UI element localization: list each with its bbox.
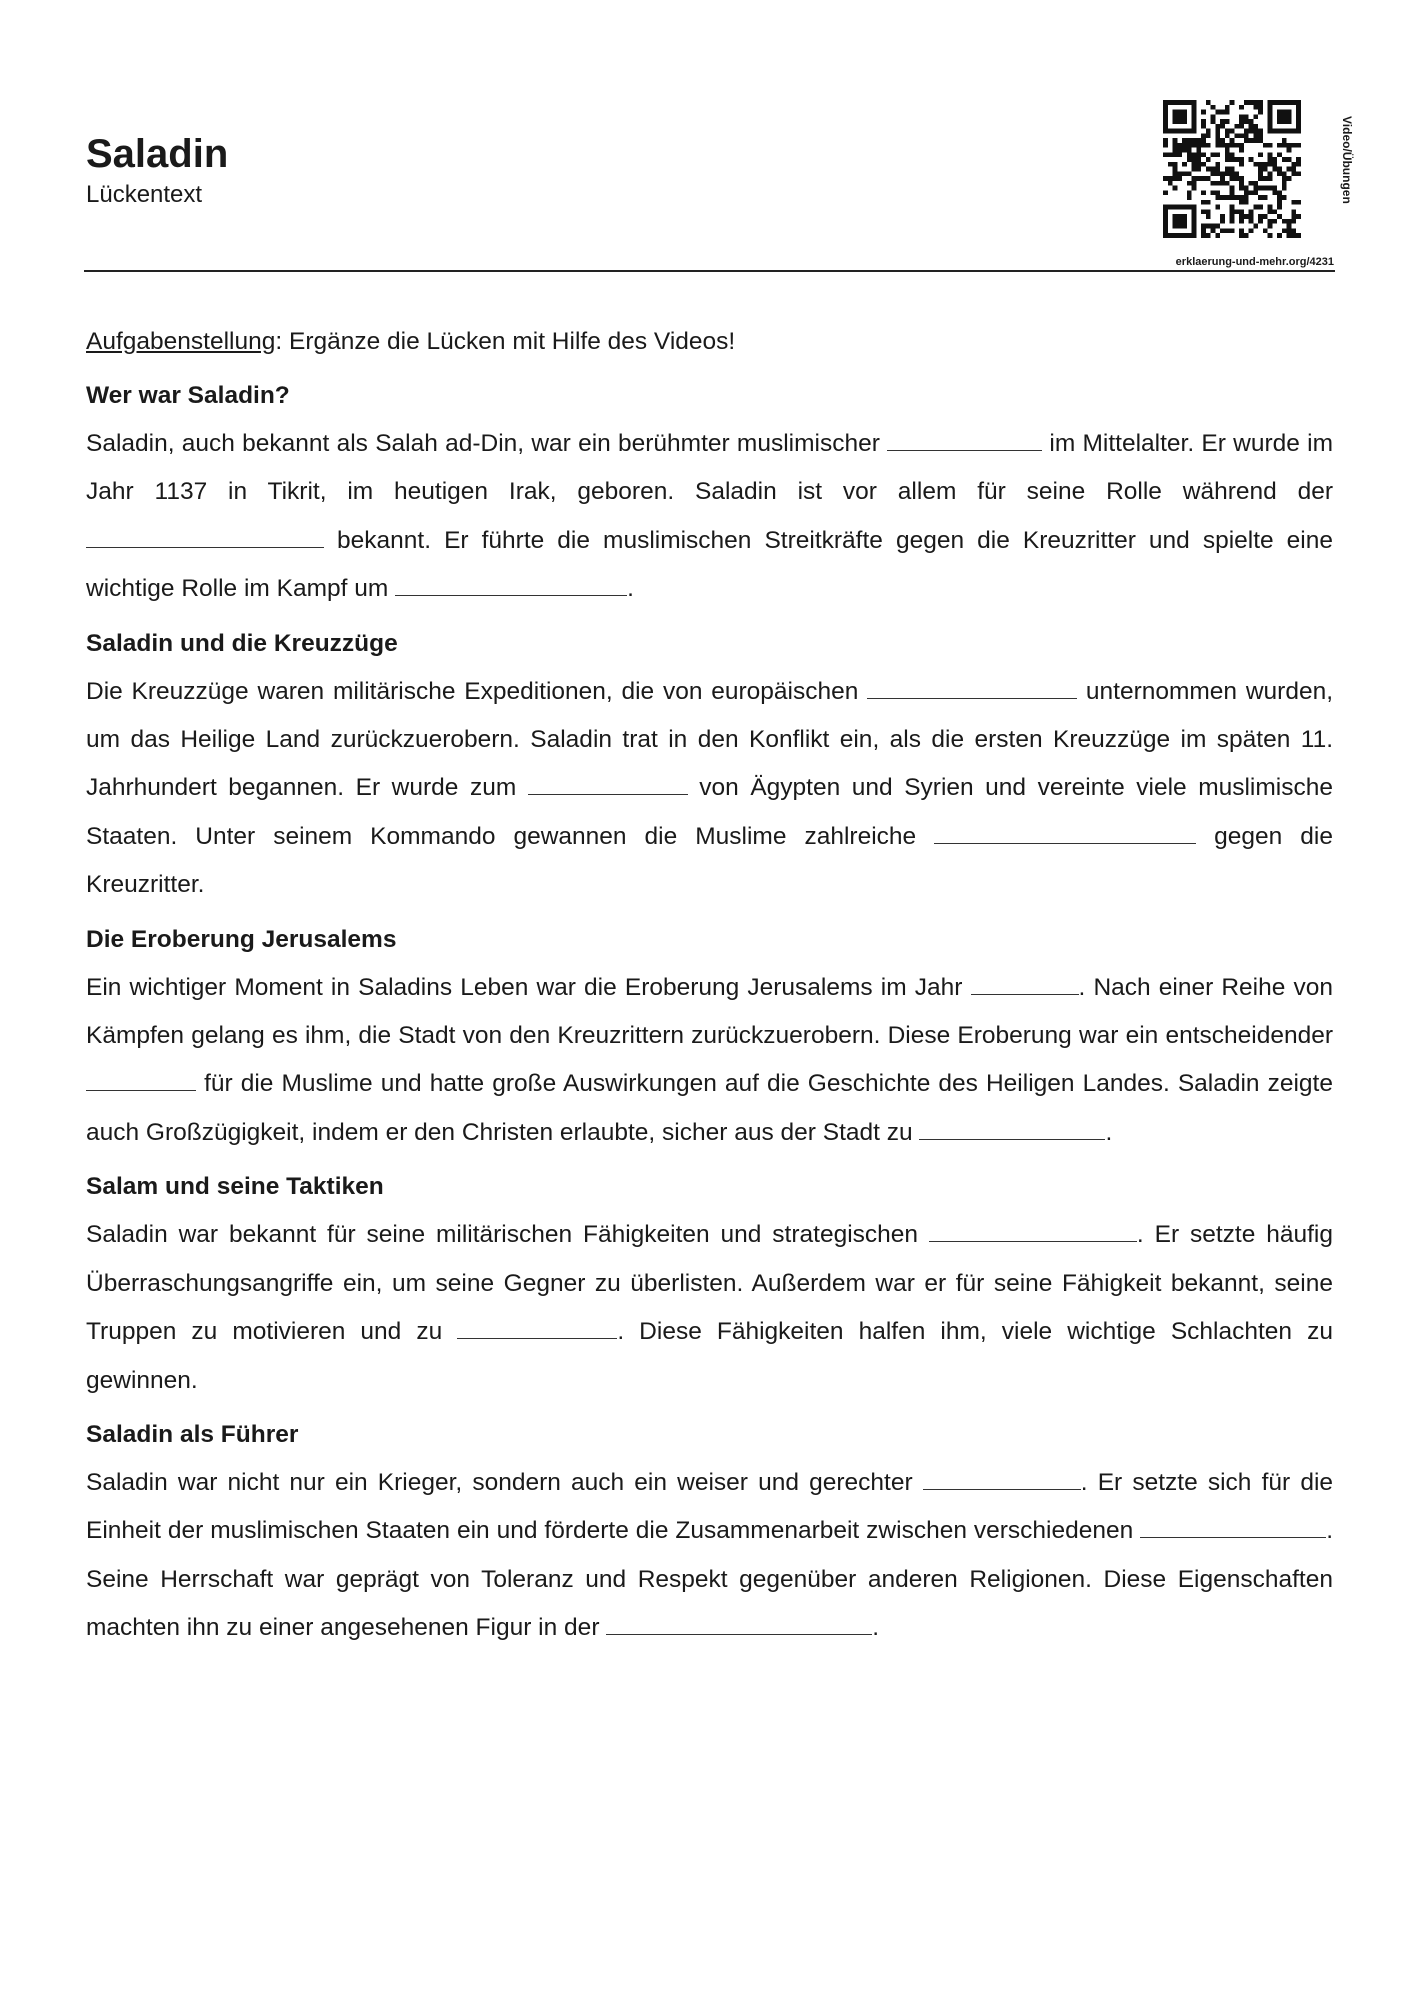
text-segment: Saladin, auch bekannt als Salah ad-Din, war ein berühmter muslimischer: [86, 430, 888, 457]
section-paragraph: [86, 1459, 1333, 1653]
text-segment: Saladin war nicht nur ein Krieger, sondern auch ein weiser und gerechter: [86, 1468, 923, 1496]
section-title: Saladin und die Kreuzzüge: [86, 629, 398, 657]
qr-code-icon[interactable]: [1163, 100, 1301, 238]
section-paragraph: [86, 668, 1333, 910]
header-divider: [84, 270, 1335, 272]
text-segment: Saladin war bekannt für seine militärischen Fähigkeiten und strategischen: [86, 1221, 929, 1249]
blank-field[interactable]: [86, 525, 324, 548]
blank-field[interactable]: [919, 1117, 1105, 1140]
text-segment: Ein wichtiger Moment in Saladins Leben war die Eroberung Jerusalems im Jahr: [86, 973, 971, 1001]
text-segment: für die Muslime und hatte große Auswirkungen auf die Geschichte des Heiligen Landes. Saladin zeigte auch Großzügigkeit, indem er den Christen erlaubte, sicher aus der Stadt zu: [86, 1070, 1333, 1146]
section-paragraph: [86, 420, 1333, 614]
blank-field[interactable]: [457, 1316, 617, 1339]
text-segment: .: [627, 575, 634, 603]
text-segment: .: [1105, 1118, 1113, 1146]
blank-field[interactable]: [867, 676, 1077, 699]
section-fuehrer: [86, 1411, 1333, 1653]
text-segment: im Mittelalter. Er wurde im Jahr 1137 in Tikrit, im heutigen Irak, geboren. Saladin ist vor allem für seine Rolle während der: [86, 430, 1333, 506]
blank-field[interactable]: [395, 573, 627, 596]
section-eroberung-jerusalems: [86, 916, 1333, 1158]
blank-field[interactable]: [86, 1068, 196, 1091]
instruction-text: : Ergänze die Lücken mit Hilfe des Videos!: [275, 328, 736, 355]
text-segment: unternommen wurden, um das Heilige Land zurückzuerobern. Saladin trat in den Konflikt ein, als die ersten Kreuzzüge im späten 11. Jahrhundert begannen. Er wurde zum: [86, 677, 1333, 802]
page-header: [86, 130, 228, 210]
blank-field[interactable]: [1140, 1515, 1326, 1538]
text-segment: Die Kreuzzüge waren militärische Expeditionen, die von europäischen: [86, 677, 868, 705]
page-subtitle: Lückentext: [86, 181, 203, 208]
text-segment: . Seine Herrschaft war geprägt von Toleranz und Respekt gegenüber anderen Religionen. Diese Eigenschaften machten ihn zu einer angesehenen Figur in der: [86, 1517, 1333, 1642]
qr-label: Video/Übungen: [1340, 116, 1354, 204]
text-segment: .: [872, 1614, 880, 1642]
blank-field[interactable]: [528, 772, 688, 795]
blank-field[interactable]: [887, 428, 1042, 451]
blank-field[interactable]: [923, 1467, 1081, 1490]
text-segment: von Ägypten und Syrien und vereinte viele muslimische Staaten. Unter seinem Kommando gewannen die Muslime zahlreiche: [86, 774, 1333, 850]
blank-field[interactable]: [606, 1612, 872, 1635]
worksheet-body: [86, 318, 1333, 1653]
blank-field[interactable]: [971, 972, 1079, 995]
text-segment: . Nach einer Reihe von Kämpfen gelang es ihm, die Stadt von den Kreuzrittern zurückzuerobern. Diese Eroberung war ein entscheidender: [86, 973, 1333, 1050]
text-segment: bekannt. Er führte die muslimischen Streitkräfte gegen die Kreuzritter und spielte eine wichtige Rolle im Kampf um: [86, 526, 1333, 603]
text-segment: . Diese Fähigkeiten halfen ihm, viele wichtige Schlachten zu gewinnen.: [86, 1318, 1333, 1394]
section-wer-war-saladin: [86, 372, 1333, 614]
text-segment: . Er setzte sich für die Einheit der muslimischen Staaten ein und förderte die Zusammenarbeit zwischen verschiedenen: [86, 1468, 1334, 1545]
source-url[interactable]: erklaerung-und-mehr.org/4231: [1175, 256, 1334, 268]
section-title: Die Eroberung Jerusalems: [86, 925, 397, 953]
page-title: Saladin: [86, 132, 229, 176]
section-kreuzzuege: [86, 620, 1333, 910]
section-taktiken: [86, 1163, 1333, 1405]
instruction: [86, 318, 1333, 366]
section-title: Saladin als Führer: [86, 1420, 299, 1448]
text-segment: gegen die Kreuzritter.: [86, 822, 1333, 899]
section-title: Wer war Saladin?: [86, 382, 290, 409]
blank-field[interactable]: [929, 1219, 1137, 1242]
section-title: Salam und seine Taktiken: [86, 1173, 384, 1201]
section-paragraph: [86, 1211, 1333, 1405]
instruction-label: Aufgabenstellung: [86, 328, 276, 355]
text-segment: . Er setzte häufig Überraschungsangriffe ein, um seine Gegner zu überlisten. Außerdem war er für seine Fähigkeit bekannt, seine Truppen zu motivieren und zu: [86, 1221, 1333, 1346]
blank-field[interactable]: [934, 821, 1196, 844]
section-paragraph: [86, 964, 1333, 1158]
